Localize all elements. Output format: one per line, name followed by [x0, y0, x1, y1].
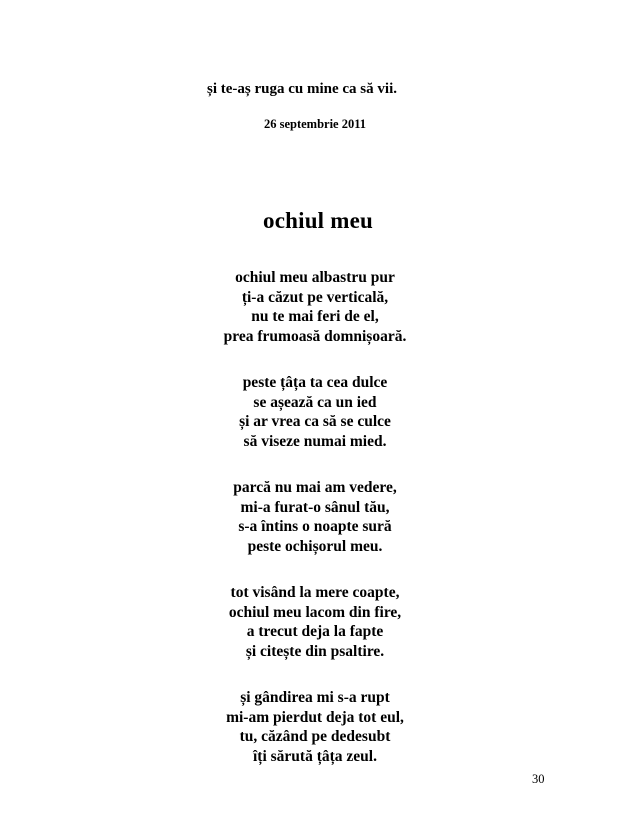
- poem-line: ochiul meu lacom din fire,: [228, 603, 402, 621]
- poem-line: îți sărută țâța zeul.: [253, 747, 377, 765]
- poem-line: peste ochișorul meu.: [247, 537, 383, 555]
- previous-poem-last-line: și te-aș ruga cu mine ca să vii.: [207, 81, 397, 97]
- poem-line: se așează ca un ied: [253, 393, 377, 411]
- poem-line: prea frumoasă domnișoară.: [223, 327, 407, 345]
- poem-line: s-a întins o noapte sură: [238, 518, 392, 535]
- stanza-3: [0, 478, 630, 556]
- poem-line: mi-am pierdut deja tot eul,: [226, 708, 404, 726]
- poem-line: tot visând la mere coapte,: [230, 584, 400, 601]
- poem-line: mi-a furat-o sânul tău,: [240, 498, 390, 516]
- poem-line: ți-a căzut pe verticală,: [241, 288, 389, 306]
- poem-line: ochiul meu albastru pur: [235, 269, 395, 286]
- poem-line: tu, căzând pe dedesubt: [239, 728, 391, 745]
- stanza-2: [0, 373, 630, 451]
- stanza-1: [0, 268, 630, 346]
- poem-line: nu te mai feri de el,: [251, 308, 379, 325]
- page-number: 30: [532, 772, 545, 786]
- poem-line: și gândirea mi s-a rupt: [240, 689, 390, 706]
- poem-line: parcă nu mai am vedere,: [233, 479, 397, 496]
- poem-body: [0, 268, 630, 793]
- stanza-5: [0, 688, 630, 766]
- poem-line: și citește din psaltire.: [245, 642, 385, 660]
- poem-date: 26 septembrie 2011: [263, 117, 367, 131]
- poem-line: și ar vrea ca să se culce: [239, 413, 391, 430]
- poem-line: să viseze numai mied.: [243, 432, 387, 450]
- stanza-4: [0, 583, 630, 661]
- poem-title: ochiul meu: [263, 208, 373, 233]
- poem-line: peste țâța ta cea dulce: [242, 374, 388, 391]
- poem-line: a trecut deja la fapte: [246, 623, 384, 640]
